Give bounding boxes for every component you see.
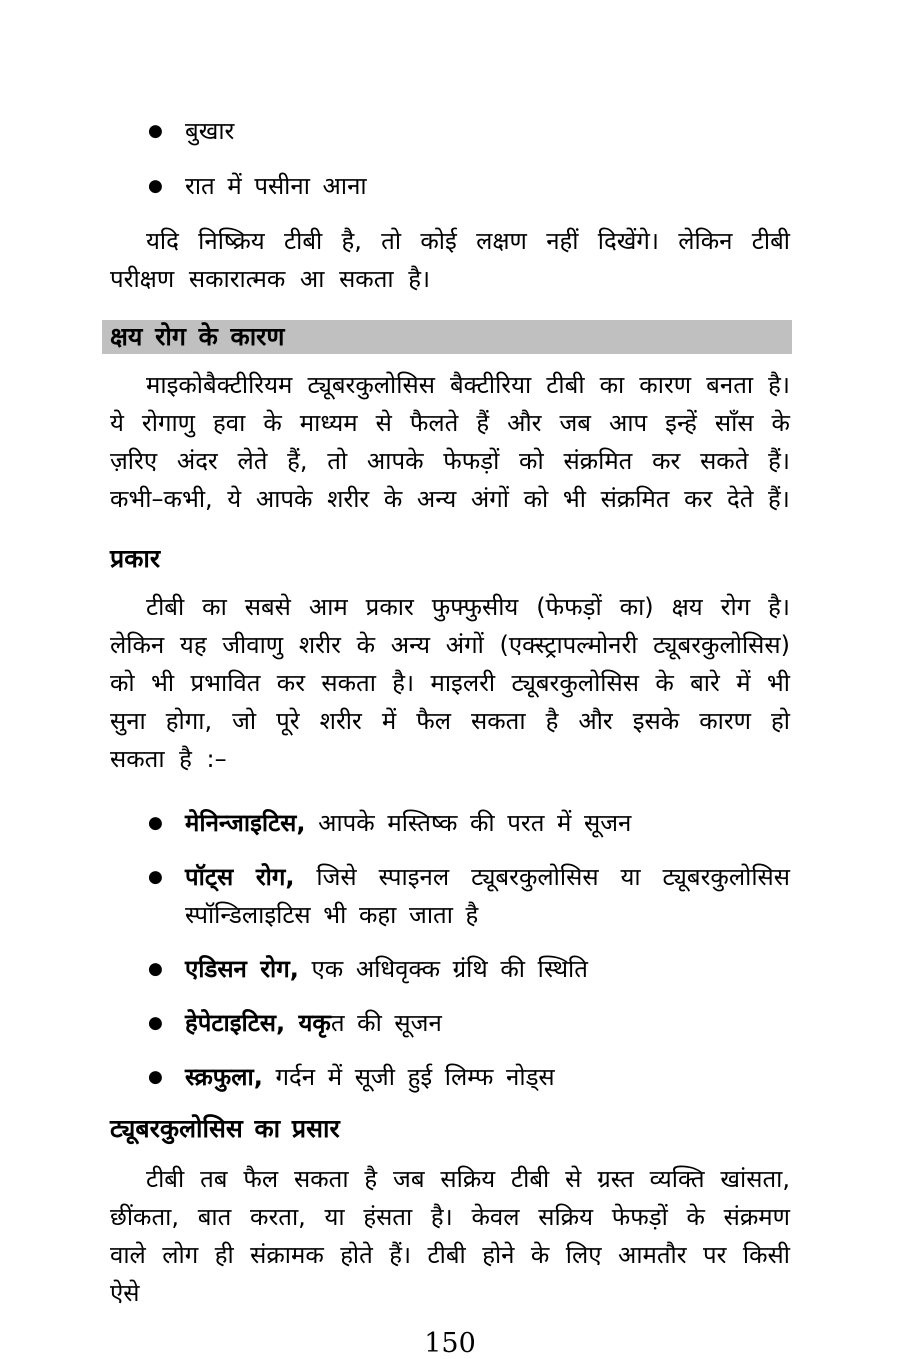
type-description: एक अधिवृक्क ग्रंथि की स्थिति xyxy=(298,955,588,983)
type-name: हेपेटाइटिस, यकृ xyxy=(185,1009,331,1037)
types-paragraph: टीबी का सबसे आम प्रकार फुफ्फुसीय (फेफड़ों का) क्षय रोग है। लेकिन यह जीवाणु शरीर के अन्य अंगों (एक्स्ट्रापल्मोनरी ट्यूबरकुलोसिस) को भी प्रभावित कर सकता है। माइलरी ट्यूबरकुलोसिस के बारे में भी सुना होगा, जो पूरे शरीर में फैल सकता है और इसके कारण हो सकता है :– xyxy=(110,593,790,773)
type-name: एडिसन रोग, xyxy=(185,955,299,983)
inactive-tb-paragraph: यदि निष्क्रिय टीबी है, तो कोई लक्षण नहीं दिखेंगे। लेकिन टीबी परीक्षण सकारात्मक आ सकता है। xyxy=(110,227,790,293)
list-item xyxy=(110,858,790,934)
list-item xyxy=(110,804,790,842)
tb-types-bullet-list xyxy=(110,804,790,1096)
types-heading: प्रकार xyxy=(110,544,161,573)
type-name: पॉट्स रोग, xyxy=(185,863,295,891)
symptom-text: बुखार xyxy=(185,117,235,145)
type-description: जिसे स्पाइनल ट्यूबरकुलोसिस या ट्यूबरकुलोसिस स्पॉन्डिलाइटिस भी कहा जाता है xyxy=(185,863,790,929)
bullet-icon: ● xyxy=(148,813,163,833)
spread-paragraph: टीबी तब फैल सकता है जब सक्रिय टीबी से ग्रस्त व्यक्ति खांसता, छींकता, बात करता, या हंसता है। केवल सक्रिय फेफड़ों के संक्रमण वाले लोग ही संक्रामक होते हैं। टीबी होने के लिए आमतौर पर किसी ऐसे xyxy=(110,1165,790,1307)
list-item xyxy=(110,167,790,205)
symptom-text: रात में पसीना आना xyxy=(185,172,367,200)
symptom-bullet-list xyxy=(110,112,790,205)
bullet-icon: ● xyxy=(148,176,163,196)
bullet-icon: ● xyxy=(148,121,163,141)
type-name: स्क्रफुला, xyxy=(185,1063,263,1091)
type-name: मेनिन्जाइटिस, xyxy=(185,809,306,837)
list-item xyxy=(110,1004,790,1042)
bullet-icon: ● xyxy=(148,1013,163,1033)
type-description: त की सूजन xyxy=(330,1009,442,1037)
bullet-icon: ● xyxy=(148,959,163,979)
section-header-causes: क्षय रोग के कारण xyxy=(102,320,792,354)
bullet-icon: ● xyxy=(148,1067,163,1087)
list-item xyxy=(110,950,790,988)
type-description: गर्दन में सूजी हुई लिम्फ नोड्स xyxy=(262,1063,555,1091)
spread-heading: ट्यूबरकुलोसिस का प्रसार xyxy=(110,1114,340,1143)
list-item xyxy=(110,112,790,150)
type-description: आपके मस्तिष्क की परत में सूजन xyxy=(305,809,632,837)
list-item xyxy=(110,1058,790,1096)
bullet-icon: ● xyxy=(148,867,163,887)
page-number: 150 xyxy=(424,1328,476,1359)
causes-paragraph: माइकोबैक्टीरियम ट्यूबरकुलोसिस बैक्टीरिया टीबी का कारण बनता है। ये रोगाणु हवा के माध्यम से फैलते हैं और जब आप इन्हें साँस के ज़रिए अंदर लेते हैं, तो आपके फेफड़ों को संक्रमित कर सकते हैं। कभी–कभी, ये आपके शरीर के अन्य अंगों को भी संक्रमित कर देते हैं। xyxy=(110,371,790,513)
